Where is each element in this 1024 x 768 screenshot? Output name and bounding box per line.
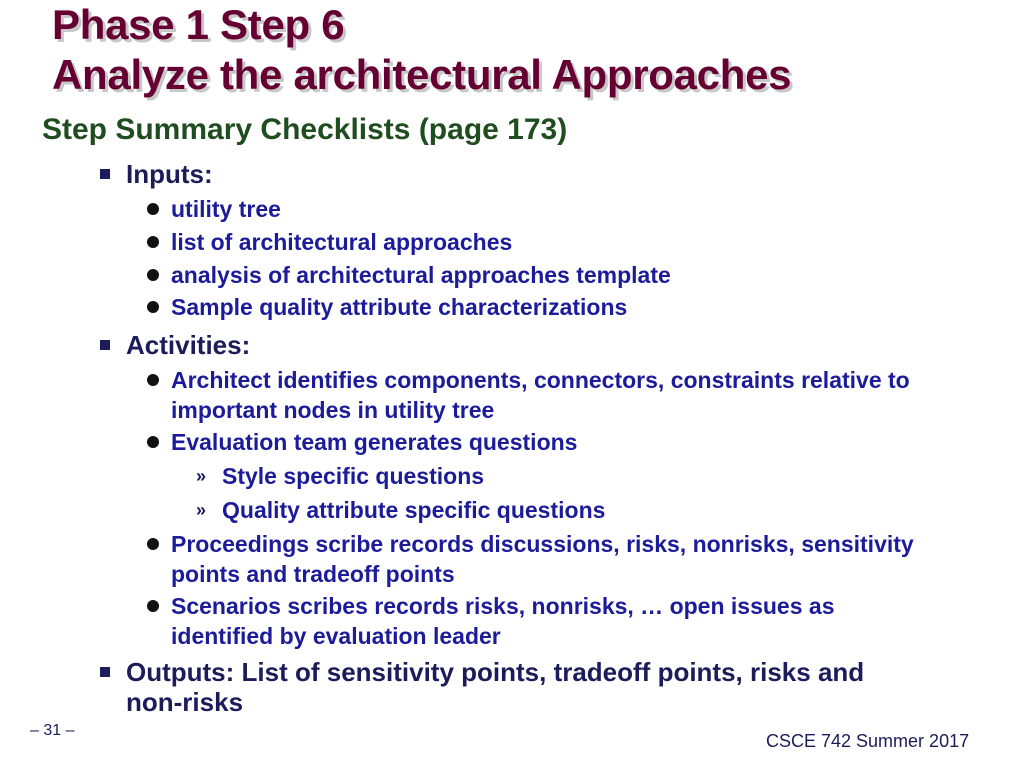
sub-list-item	[196, 495, 606, 525]
outputs-line-2: non-risks	[126, 687, 244, 717]
list-item	[171, 227, 1006, 257]
round-bullet-icon	[147, 269, 159, 281]
activities-heading-item	[126, 330, 250, 360]
square-bullet-icon	[100, 667, 110, 677]
inputs-item-utility-tree: utility tree	[171, 196, 281, 222]
square-bullet-icon	[100, 340, 110, 350]
list-item	[171, 260, 1006, 290]
outputs-item	[126, 657, 864, 717]
list-item	[171, 292, 1006, 322]
activities-heading: Activities:	[126, 330, 251, 360]
slide-subtitle: Step Summary Checklists (page 173)	[42, 113, 568, 146]
sub-list-item	[196, 461, 485, 491]
activities-item-scenarios-line-2: identified by evaluation leader	[171, 623, 501, 649]
sub-item-quality-questions: Quality attribute specific questions	[222, 497, 606, 523]
round-bullet-icon	[147, 600, 159, 612]
activities-item-scenarios-line-1: Scenarios scribes records risks, nonrisks, … open issues as	[171, 593, 835, 619]
slide-title	[52, 0, 791, 100]
inputs-heading: Inputs:	[126, 159, 213, 189]
activities-item-questions: Evaluation team generates questions	[171, 429, 578, 455]
round-bullet-icon	[147, 236, 159, 248]
round-bullet-icon	[147, 203, 159, 215]
list-item	[171, 194, 1006, 224]
square-bullet-icon	[100, 169, 110, 179]
inputs-item-approaches: list of architectural approaches	[171, 229, 513, 255]
list-item	[171, 529, 1006, 589]
list-item	[171, 427, 1006, 457]
round-bullet-icon	[147, 301, 159, 313]
activities-item-architect-line-1: Architect identifies components, connectors, constraints relative to	[171, 367, 910, 393]
sub-item-style-questions: Style specific questions	[222, 463, 485, 489]
round-bullet-icon	[147, 538, 159, 550]
raquo-bullet-icon: »	[196, 466, 207, 486]
title-line-2: Analyze the architectural Approaches	[52, 51, 792, 98]
inputs-item-template: analysis of architectural approaches template	[171, 262, 671, 288]
page-number: – 31 –	[30, 722, 75, 739]
list-item	[171, 365, 1006, 425]
list-item	[171, 591, 1006, 651]
activities-item-proceedings-line-1: Proceedings scribe records discussions, risks, nonrisks, sensitivity	[171, 531, 914, 557]
course-footer: CSCE 742 Summer 2017	[766, 731, 970, 751]
title-line-1: Phase 1 Step 6	[52, 1, 345, 48]
inputs-heading-item	[126, 159, 213, 189]
inputs-item-characterizations: Sample quality attribute characterizations	[171, 294, 628, 320]
round-bullet-icon	[147, 436, 159, 448]
activities-item-proceedings-line-2: points and tradeoff points	[171, 561, 455, 587]
activities-item-architect-line-2: important nodes in utility tree	[171, 397, 495, 423]
raquo-bullet-icon: »	[196, 500, 207, 520]
outputs-line-1: Outputs: List of sensitivity points, tradeoff points, risks and	[126, 657, 865, 687]
round-bullet-icon	[147, 374, 159, 386]
